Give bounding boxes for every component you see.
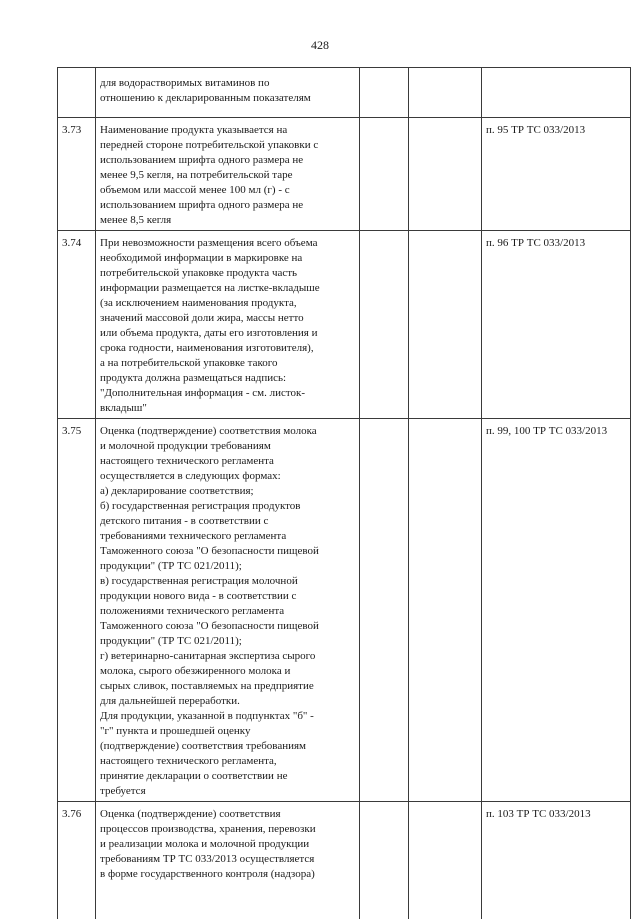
table-row: [58, 231, 631, 419]
text-line: При невозможности размещения всего объема: [100, 236, 355, 251]
item-number: 3.75: [58, 419, 96, 802]
requirement-text: [96, 419, 360, 802]
requirement-text: [96, 802, 360, 919]
text-line: информации размещается на листке-вкладыше: [100, 281, 355, 296]
item-number: 3.76: [58, 802, 96, 919]
text-line: потребительской упаковке продукта часть: [100, 266, 355, 281]
text-line: настоящего технического регламента,: [100, 754, 355, 769]
text-line: и молочной продукции требованиям: [100, 439, 355, 454]
reference-cell: [482, 68, 631, 118]
text-line: использованием шрифта одного размера не: [100, 198, 355, 213]
empty-cell: [360, 118, 409, 231]
table-row: [58, 118, 631, 231]
reference-cell: п. 95 ТР ТС 033/2013: [482, 118, 631, 231]
text-line: б) государственная регистрация продуктов: [100, 499, 355, 514]
text-line: Оценка (подтверждение) соответствия: [100, 807, 355, 822]
table-row: [58, 802, 631, 919]
empty-cell: [360, 68, 409, 118]
item-number: [58, 68, 96, 118]
text-line: объемом или массой менее 100 мл (г) - с: [100, 183, 355, 198]
text-line: а) декларирование соответствия;: [100, 484, 355, 499]
empty-cell: [409, 419, 482, 802]
empty-cell: [409, 231, 482, 419]
item-number: 3.73: [58, 118, 96, 231]
text-line: требованиям ТР ТС 033/2013 осуществляется: [100, 852, 355, 867]
text-line: (за исключением наименования продукта,: [100, 296, 355, 311]
empty-cell: [409, 68, 482, 118]
requirement-text: [96, 68, 360, 118]
text-line: менее 8,5 кегля: [100, 213, 355, 228]
text-line: отношению к декларированным показателям: [100, 91, 355, 106]
text-line: продукции" (ТР ТС 021/2011);: [100, 559, 355, 574]
reference-cell: п. 96 ТР ТС 033/2013: [482, 231, 631, 419]
text-line: значений массовой доли жира, массы нетто: [100, 311, 355, 326]
empty-cell: [409, 802, 482, 919]
text-line: требуется: [100, 784, 355, 799]
requirements-table: [57, 67, 631, 919]
reference-cell: п. 103 ТР ТС 033/2013: [482, 802, 631, 919]
text-line: детского питания - в соответствии с: [100, 514, 355, 529]
text-line: принятие декларации о соответствии не: [100, 769, 355, 784]
text-line: продукции" (ТР ТС 021/2011);: [100, 634, 355, 649]
text-line: молока, сырого обезжиренного молока и: [100, 664, 355, 679]
text-line: (подтверждение) соответствия требованиям: [100, 739, 355, 754]
empty-cell: [360, 802, 409, 919]
text-line: в) государственная регистрация молочной: [100, 574, 355, 589]
text-line: и реализации молока и молочной продукции: [100, 837, 355, 852]
item-number: 3.74: [58, 231, 96, 419]
text-line: Таможенного союза "О безопасности пищевой: [100, 544, 355, 559]
empty-cell: [360, 231, 409, 419]
text-line: осуществляется в следующих формах:: [100, 469, 355, 484]
text-line: Таможенного союза "О безопасности пищевой: [100, 619, 355, 634]
text-line: необходимой информации в маркировке на: [100, 251, 355, 266]
text-line: Наименование продукта указывается на: [100, 123, 355, 138]
text-line: передней стороне потребительской упаковки с: [100, 138, 355, 153]
requirement-text: [96, 231, 360, 419]
text-line: вкладыш": [100, 401, 355, 416]
page-number: 428: [0, 38, 640, 53]
reference-cell: п. 99, 100 ТР ТС 033/2013: [482, 419, 631, 802]
empty-cell: [360, 419, 409, 802]
text-line: для водорастворимых витаминов по: [100, 76, 355, 91]
text-line: процессов производства, хранения, перевозки: [100, 822, 355, 837]
text-line: требованиями технического регламента: [100, 529, 355, 544]
text-line: "г" пункта и прошедшей оценку: [100, 724, 355, 739]
text-line: "Дополнительная информация - см. листок-: [100, 386, 355, 401]
table-row: [58, 419, 631, 802]
text-line: настоящего технического регламента: [100, 454, 355, 469]
text-line: или объема продукта, даты его изготовления и: [100, 326, 355, 341]
text-line: положениями технического регламента: [100, 604, 355, 619]
text-line: Для продукции, указанной в подпунктах "б" -: [100, 709, 355, 724]
text-line: срока годности, наименования изготовителя),: [100, 341, 355, 356]
text-line: Оценка (подтверждение) соответствия молока: [100, 424, 355, 439]
table-row: [58, 68, 631, 118]
text-line: для дальнейшей переработки.: [100, 694, 355, 709]
text-line: сырых сливок, поставляемых на предприятие: [100, 679, 355, 694]
text-line: а на потребительской упаковке такого: [100, 356, 355, 371]
text-line: продукции нового вида - в соответствии с: [100, 589, 355, 604]
empty-cell: [409, 118, 482, 231]
text-line: использованием шрифта одного размера не: [100, 153, 355, 168]
requirement-text: [96, 118, 360, 231]
text-line: г) ветеринарно-санитарная экспертиза сырого: [100, 649, 355, 664]
text-line: в форме государственного контроля (надзора): [100, 867, 355, 882]
text-line: менее 9,5 кегля, на потребительской таре: [100, 168, 355, 183]
text-line: продукта должна размещаться надпись:: [100, 371, 355, 386]
